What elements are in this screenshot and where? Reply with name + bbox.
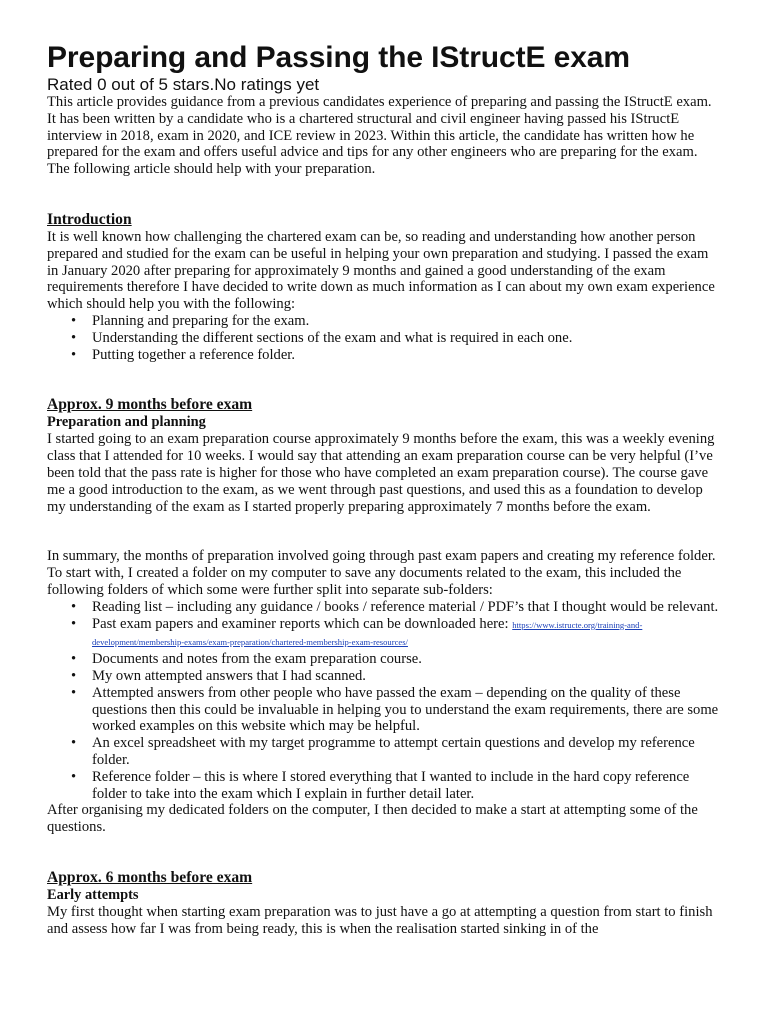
- rating-text[interactable]: Rated 0 out of 5 stars.No ratings yet: [47, 75, 320, 94]
- list-item: • Reference folder – this is where I stored everything that I wanted to include in the hard copy reference folder to take into the exam which I explain in further detail later.: [92, 769, 723, 803]
- article: [47, 40, 723, 937]
- list-item: • Attempted answers from other people who have passed the exam – depending on the quality of these questions then this could be invaluable in helping you to understand the exam requirements, there are some worked examples on this website which may be helpful.: [92, 685, 723, 735]
- preparation-subheading: Preparation and planning: [47, 414, 206, 431]
- article-body: [47, 94, 723, 937]
- list-item: • Putting together a reference folder.: [92, 347, 723, 364]
- list-item: [92, 616, 723, 652]
- intro-paragraph: This article provides guidance from a previous candidates experience of preparing and passing the IStructE exam. It has been written by a candidate who is a chartered structural and civil engineer having passed his IStructE interview in 2018, exam in 2020, and ICE review in 2023. Within this article, the candidate has written how he prepared for the exam and offers useful advice and tips for any other engineers who are preparing for the exam. The following article should help with your preparation.: [47, 94, 712, 178]
- summary-paragraph: In summary, the months of preparation involved going through past exam papers and creating my reference folder. To start with, I created a folder on my computer to save any documents related to the exam, this included the following folders of which some were further split into separate sub-folders:: [47, 548, 716, 598]
- page-title: Preparing and Passing the IStructE exam: [47, 41, 630, 74]
- list-item: • My own attempted answers that I had scanned.: [92, 668, 723, 685]
- folders-list: [47, 599, 723, 803]
- introduction-paragraph: It is well known how challenging the chartered exam can be, so reading and understanding how another person prepared and studied for the exam can be useful in helping your own preparation and studying. I passed the exam in January 2020 after preparing for approximately 9 months and gained a good understanding of the exam requirements therefore I have decided to write down as much information as I can about my own exam experience which should help you with the following:: [47, 228, 715, 313]
- after-organising-paragraph: After organising my dedicated folders on the computer, I then decided to make a start at attempting some of the questions.: [47, 802, 698, 836]
- exam-resources-link[interactable]: https://www.istructe.org/training-and-development/membership-exams/exam-preparation/chartered-membership-exam-resources/: [92, 619, 643, 648]
- past-papers-text: Past exam papers and examiner reports which can be downloaded here:: [92, 615, 513, 632]
- list-item: • Planning and preparing for the exam.: [92, 313, 723, 330]
- introduction-heading: Introduction: [47, 210, 132, 228]
- list-item: • Reading list – including any guidance / books / reference material / PDF’s that I thought would be relevant.: [92, 599, 723, 616]
- introduction-list: [47, 313, 723, 363]
- list-item: • Understanding the different sections of the exam and what is required in each one.: [92, 330, 723, 347]
- preparation-paragraph: I started going to an exam preparation course approximately 9 months before the exam, this was a weekly evening class that I attended for 10 weeks. I would say that attending an exam preparation course can be very helpful (I’ve been told that the pass rate is higher for those who have completed an exam preparation course). The course gave me a good introduction to the exam, as we went through past questions, and used this as a foundation to develop my understanding of the exam as I started properly preparing approximately 7 months before the exam.: [47, 431, 715, 515]
- six-months-heading: Approx. 6 months before exam: [47, 868, 253, 886]
- early-attempts-subheading: Early attempts: [47, 886, 139, 903]
- list-item: • An excel spreadsheet with my target programme to attempt certain questions and develop my reference folder.: [92, 735, 723, 769]
- list-item: • Documents and notes from the exam preparation course.: [92, 651, 723, 668]
- early-attempts-paragraph: My first thought when starting exam preparation was to just have a go at attempting a question from start to finish and assess how far I was from being ready, this is when the realisation started sinking in of the: [47, 903, 713, 937]
- nine-months-heading: Approx. 9 months before exam: [47, 396, 253, 414]
